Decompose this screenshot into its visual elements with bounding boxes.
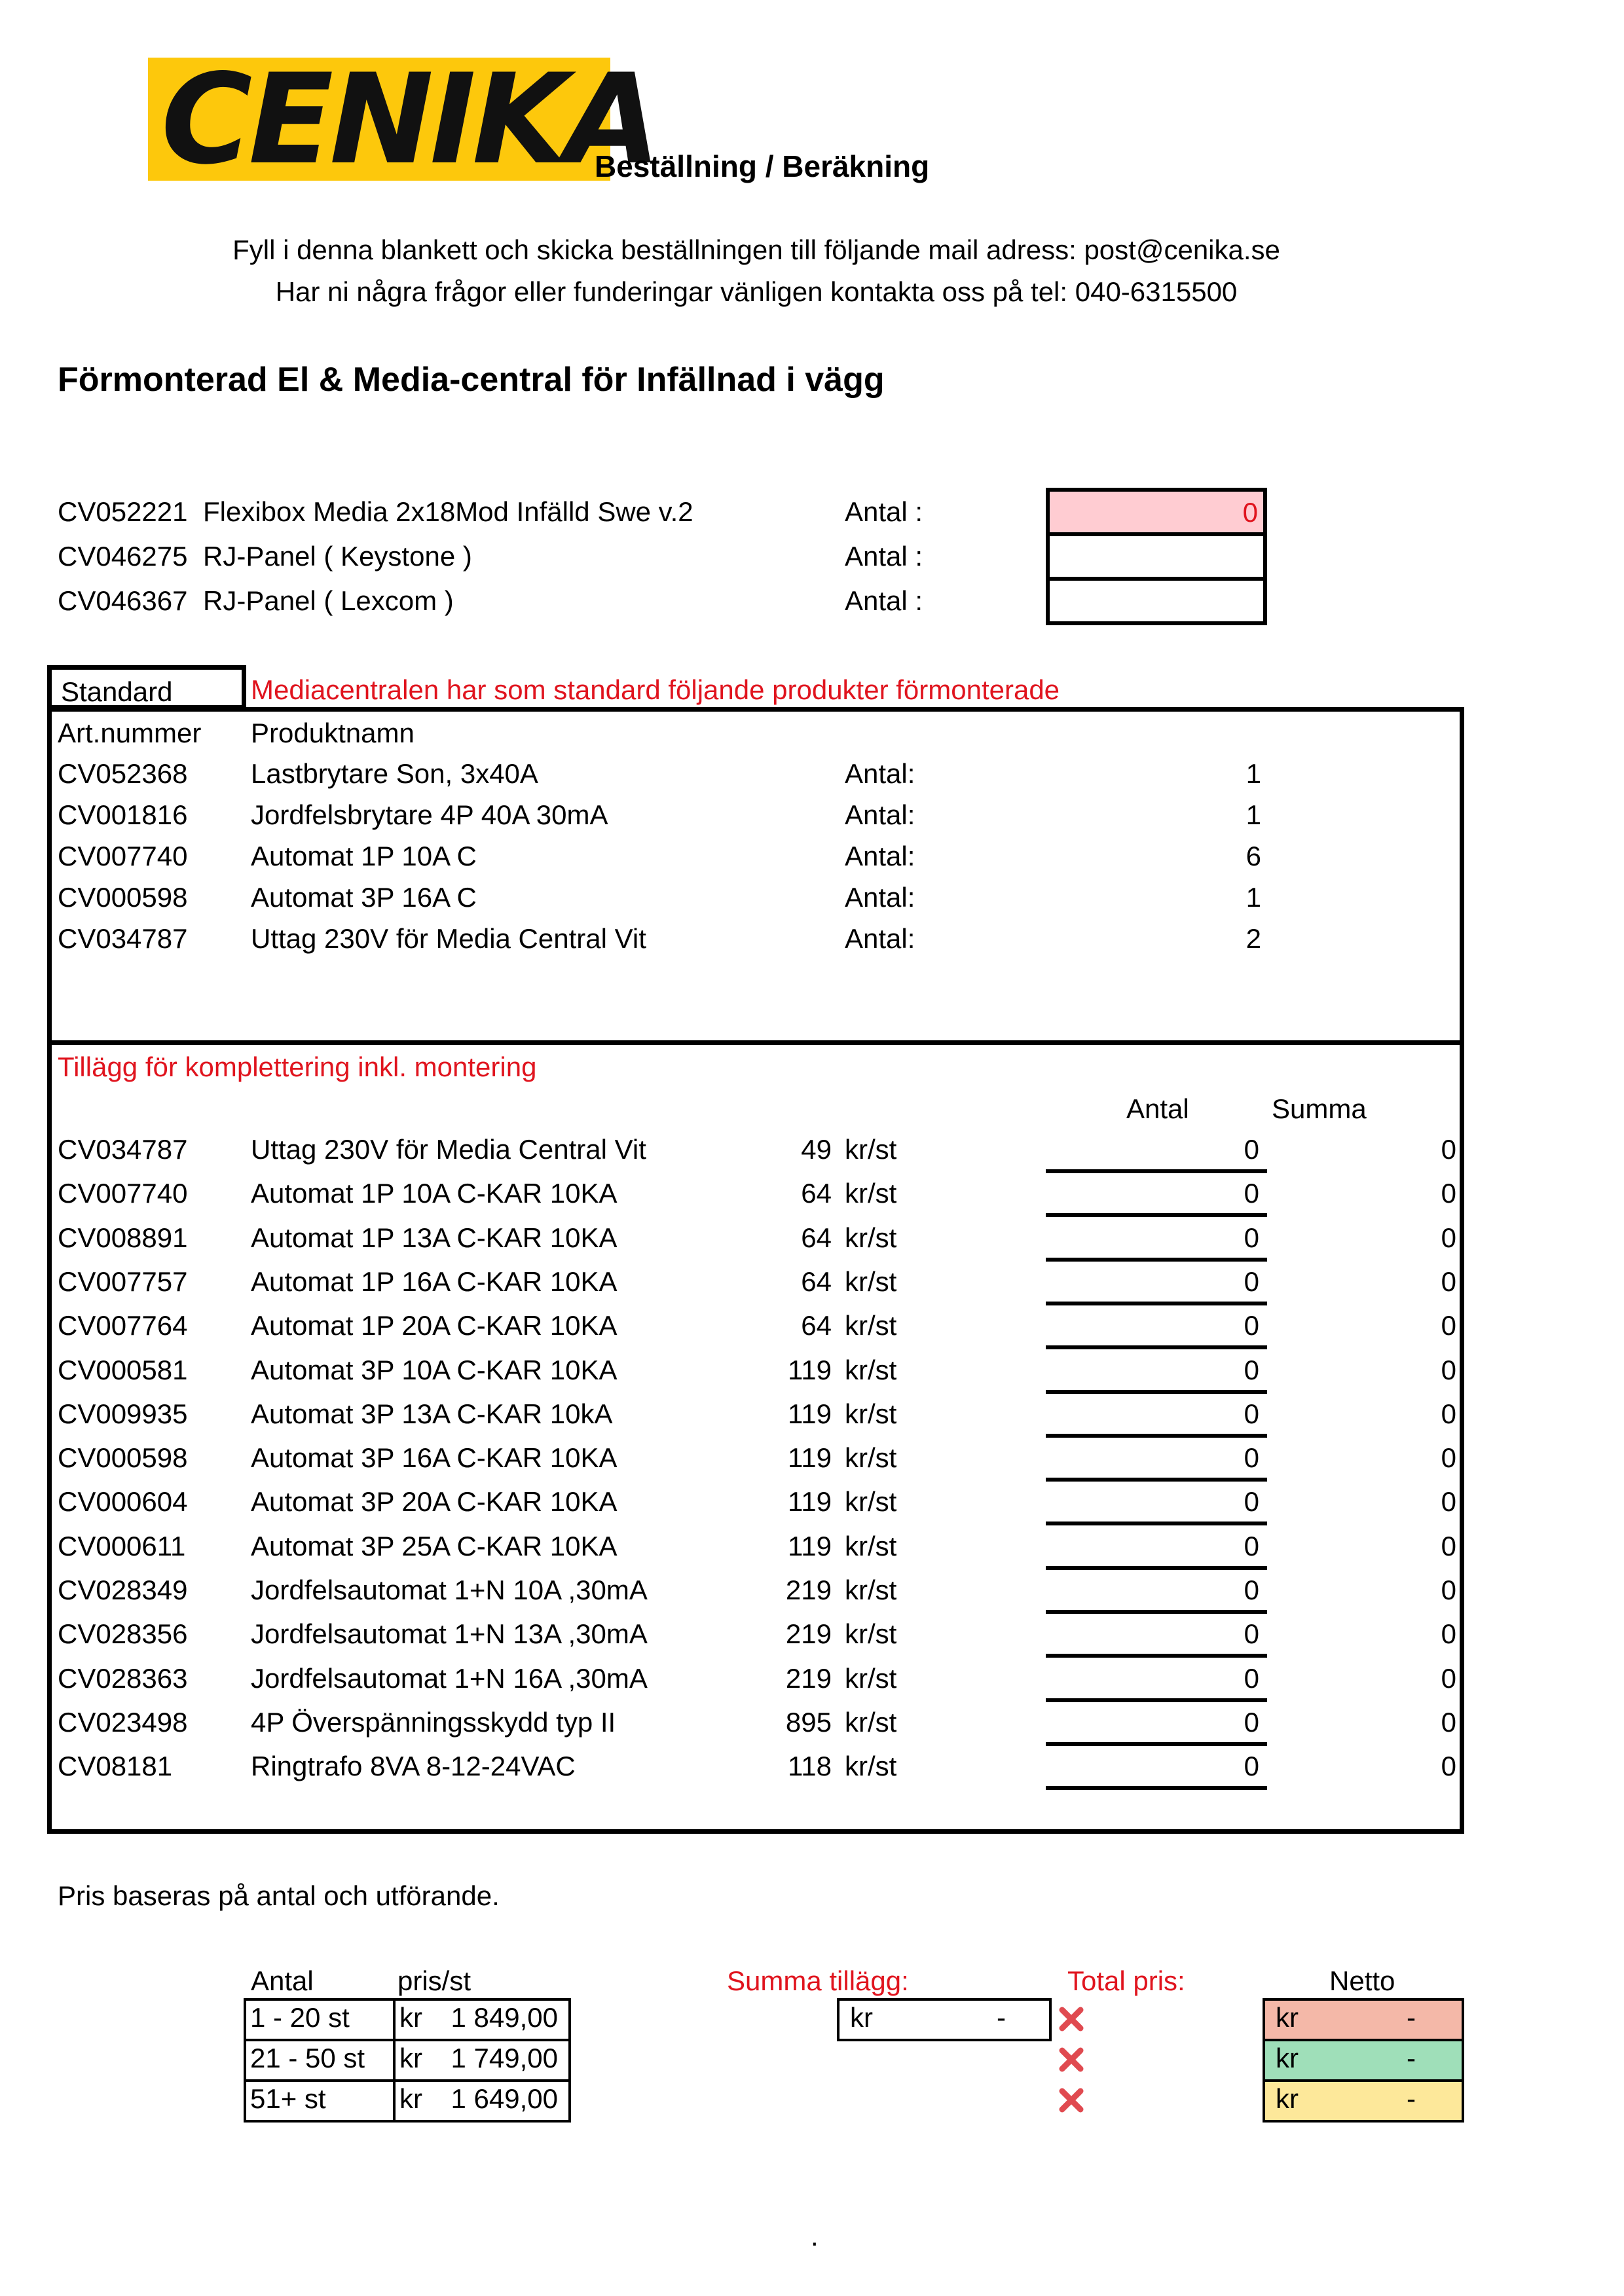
standard-row-name: Jordfelsbrytare 4P 40A 30mA	[251, 799, 608, 830]
addon-row-summa: 0	[1441, 1575, 1456, 1605]
tier-range: 21 - 50 st	[244, 2039, 396, 2082]
addon-qty-underline	[1046, 1522, 1267, 1525]
addon-qty-underline	[1046, 1345, 1267, 1349]
standard-row-qty: 2	[1246, 923, 1261, 954]
addon-qty-field[interactable]	[1046, 1176, 1267, 1214]
addon-row-unit: kr/st	[845, 1310, 897, 1341]
standard-row-qty: 1	[1246, 799, 1261, 830]
addon-qty-value: 0	[1244, 1178, 1259, 1209]
standard-row-antal-label: Antal:	[845, 758, 915, 789]
addon-row-price: 64	[801, 1266, 832, 1297]
addon-row-price: 64	[801, 1178, 832, 1209]
summa-tillagg-label: Summa tillägg:	[727, 1965, 909, 1996]
addon-qty-underline	[1046, 1434, 1267, 1438]
addon-row-name: Jordfelsautomat 1+N 13A ,30mA	[251, 1618, 648, 1649]
main-product-art: CV046275	[58, 541, 188, 572]
addon-row-price: 119	[788, 1398, 832, 1429]
addon-row-art: CV000611	[58, 1531, 186, 1561]
addon-row-art: CV007764	[58, 1310, 188, 1341]
addon-row-name: Automat 1P 16A C-KAR 10KA	[251, 1266, 618, 1297]
addon-row-summa: 0	[1441, 1222, 1456, 1253]
addon-qty-field[interactable]	[1046, 1617, 1267, 1655]
tier-price: 1 649,00	[451, 2083, 558, 2114]
x-icon	[1057, 2086, 1086, 2115]
addon-row-summa: 0	[1441, 1442, 1456, 1473]
standard-row-name: Automat 3P 16A C	[251, 882, 477, 913]
addon-qty-underline	[1046, 1478, 1267, 1482]
addon-row-price: 895	[785, 1707, 832, 1738]
addon-qty-underline	[1046, 1258, 1267, 1262]
addon-qty-underline	[1046, 1566, 1267, 1570]
addon-row-art: CV000604	[58, 1486, 188, 1517]
addon-row-name: 4P Överspänningsskydd typ II	[251, 1707, 616, 1738]
tier-price-cell	[393, 2039, 571, 2082]
addon-row-name: Automat 3P 25A C-KAR 10KA	[251, 1531, 618, 1561]
addon-qty-field[interactable]	[1046, 1353, 1267, 1391]
section-title: Förmonterad El & Media-central för Infällnad i vägg	[58, 361, 885, 399]
addon-qty-field[interactable]	[1046, 1265, 1267, 1303]
main-product-name: RJ-Panel ( Lexcom )	[203, 585, 454, 616]
addon-row-unit: kr/st	[845, 1751, 897, 1781]
addon-qty-value: 0	[1244, 1134, 1259, 1165]
addon-row-art: CV08181	[58, 1751, 173, 1781]
addon-row-unit: kr/st	[845, 1222, 897, 1253]
addon-row-art: CV000581	[58, 1355, 188, 1385]
addon-row-price: 219	[785, 1618, 832, 1649]
addon-row-name: Automat 1P 13A C-KAR 10KA	[251, 1222, 618, 1253]
addon-qty-field[interactable]	[1046, 1705, 1267, 1743]
addon-qty-underline	[1046, 1786, 1267, 1790]
addon-qty-value: 0	[1244, 1442, 1259, 1473]
addon-row-summa: 0	[1441, 1398, 1456, 1429]
main-product-qty-field[interactable]	[1046, 577, 1267, 625]
footer-mark: .	[811, 2221, 819, 2251]
tier-currency: kr	[399, 2083, 422, 2114]
standard-row-antal-label: Antal:	[845, 799, 915, 830]
addon-qty-field[interactable]	[1046, 1573, 1267, 1611]
addon-qty-underline	[1046, 1390, 1267, 1394]
addon-row-summa: 0	[1441, 1310, 1456, 1341]
addon-row-summa: 0	[1441, 1618, 1456, 1649]
addon-qty-underline	[1046, 1742, 1267, 1746]
standard-row-antal-label: Antal:	[845, 923, 915, 954]
addon-qty-field[interactable]	[1046, 1133, 1267, 1171]
addon-row-unit: kr/st	[845, 1266, 897, 1297]
addon-row-price: 119	[788, 1486, 832, 1517]
netto-value: -	[1407, 2002, 1416, 2033]
addon-qty-field[interactable]	[1046, 1749, 1267, 1787]
addon-row-unit: kr/st	[845, 1707, 897, 1738]
main-product-art: CV052221	[58, 496, 188, 527]
addon-row-unit: kr/st	[845, 1355, 897, 1385]
addon-row-art: CV034787	[58, 1134, 188, 1165]
addon-row-summa: 0	[1441, 1355, 1456, 1385]
addon-row-name: Automat 1P 20A C-KAR 10KA	[251, 1310, 618, 1341]
addon-row-art: CV008891	[58, 1222, 188, 1253]
tier-col-antal: Antal	[251, 1965, 314, 1996]
standard-row-art: CV001816	[58, 799, 188, 830]
addon-qty-value: 0	[1244, 1222, 1259, 1253]
instruction-email-line: Fyll i denna blankett och skicka beställningen till följande mail adress: post@cenika.se	[232, 234, 1280, 265]
addon-row-unit: kr/st	[845, 1442, 897, 1473]
netto-label: Netto	[1329, 1965, 1395, 1996]
main-product-name: RJ-Panel ( Keystone )	[203, 541, 472, 572]
instruction-phone-line: Har ni några frågor eller funderingar vänligen kontakta oss på tel: 040-6315500	[275, 276, 1238, 307]
addon-row-name: Jordfelsautomat 1+N 10A ,30mA	[251, 1575, 648, 1605]
addon-qty-field[interactable]	[1046, 1309, 1267, 1347]
netto-cell-tier-2	[1263, 2039, 1464, 2082]
netto-currency: kr	[1276, 2002, 1299, 2033]
addon-row-summa: 0	[1441, 1266, 1456, 1297]
addon-row-price: 64	[801, 1310, 832, 1341]
addons-title: Tillägg för komplettering inkl. montering	[58, 1051, 537, 1082]
standard-row-art: CV007740	[58, 841, 188, 871]
addon-row-art: CV023498	[58, 1707, 188, 1738]
addon-row-summa: 0	[1441, 1531, 1456, 1561]
addon-qty-field[interactable]	[1046, 1441, 1267, 1479]
tier-price-cell	[393, 2079, 571, 2123]
addon-qty-value: 0	[1244, 1531, 1259, 1561]
addon-row-price: 119	[788, 1531, 832, 1561]
addon-qty-underline	[1046, 1213, 1267, 1217]
addon-row-art: CV007757	[58, 1266, 188, 1297]
addon-qty-value: 0	[1244, 1663, 1259, 1694]
main-product-qty-value: 0	[1242, 497, 1258, 528]
standard-row-art: CV034787	[58, 923, 188, 954]
addon-qty-value: 0	[1244, 1398, 1259, 1429]
addon-row-name: Uttag 230V för Media Central Vit	[251, 1134, 646, 1165]
addon-row-summa: 0	[1441, 1178, 1456, 1209]
netto-currency: kr	[1276, 2083, 1299, 2114]
standard-tag	[47, 665, 246, 710]
tier-currency: kr	[399, 2043, 422, 2073]
addons-col-antal: Antal	[1126, 1093, 1189, 1124]
pricing-note: Pris baseras på antal och utförande.	[58, 1880, 500, 1911]
standard-row-antal-label: Antal:	[845, 841, 915, 871]
addon-qty-value: 0	[1244, 1751, 1259, 1781]
standard-label: Standard	[61, 676, 173, 707]
addon-row-art: CV028349	[58, 1575, 188, 1605]
col-art-header: Art.nummer	[58, 718, 202, 748]
tier-price: 1 749,00	[451, 2043, 558, 2073]
netto-cell-tier-1	[1263, 1998, 1464, 2041]
standard-row-qty: 1	[1246, 758, 1261, 789]
addons-col-summa: Summa	[1272, 1093, 1367, 1124]
addon-qty-field[interactable]	[1046, 1397, 1267, 1435]
addon-row-unit: kr/st	[845, 1575, 897, 1605]
addon-row-name: Ringtrafo 8VA 8-12-24VAC	[251, 1751, 576, 1781]
addon-row-unit: kr/st	[845, 1486, 897, 1517]
addon-row-price: 119	[788, 1442, 832, 1473]
col-name-header: Produktnamn	[251, 718, 415, 748]
addon-row-summa: 0	[1441, 1707, 1456, 1738]
addon-qty-value: 0	[1244, 1618, 1259, 1649]
main-product-name: Flexibox Media 2x18Mod Infälld Swe v.2	[203, 496, 693, 527]
main-product-antal-label: Antal :	[845, 585, 923, 616]
addon-row-name: Automat 3P 16A C-KAR 10KA	[251, 1442, 618, 1473]
standard-note: Mediacentralen har som standard följande produkter förmonterade	[251, 674, 1060, 705]
tier-currency: kr	[399, 2002, 422, 2033]
addon-qty-field[interactable]	[1046, 1485, 1267, 1523]
addon-row-unit: kr/st	[845, 1531, 897, 1561]
netto-value: -	[1407, 2043, 1416, 2073]
addon-row-unit: kr/st	[845, 1134, 897, 1165]
addon-qty-value: 0	[1244, 1486, 1259, 1517]
addon-row-price: 49	[801, 1134, 832, 1165]
addon-row-unit: kr/st	[845, 1663, 897, 1694]
tier-price-cell	[393, 1998, 571, 2041]
addon-qty-field[interactable]	[1046, 1221, 1267, 1259]
main-product-antal-label: Antal :	[845, 496, 923, 527]
tier-col-pris: pris/st	[397, 1965, 471, 1996]
page-title: Beställning / Beräkning	[595, 149, 930, 183]
summa-value: -	[997, 2002, 1006, 2033]
addon-row-name: Automat 3P 10A C-KAR 10KA	[251, 1355, 618, 1385]
standard-row-qty: 6	[1246, 841, 1261, 871]
standard-row-name: Lastbrytare Son, 3x40A	[251, 758, 538, 789]
summa-tillagg-field	[837, 1998, 1052, 2041]
netto-currency: kr	[1276, 2043, 1299, 2073]
addon-row-art: CV007740	[58, 1178, 188, 1209]
addon-row-name: Jordfelsautomat 1+N 16A ,30mA	[251, 1663, 648, 1694]
main-product-art: CV046367	[58, 585, 188, 616]
addon-row-summa: 0	[1441, 1663, 1456, 1694]
tier-price: 1 849,00	[451, 2002, 558, 2033]
addon-row-summa: 0	[1441, 1486, 1456, 1517]
addon-qty-value: 0	[1244, 1355, 1259, 1385]
addon-row-name: Automat 3P 13A C-KAR 10kA	[251, 1398, 613, 1429]
addon-row-name: Automat 1P 10A C-KAR 10KA	[251, 1178, 618, 1209]
addon-qty-field[interactable]	[1046, 1662, 1267, 1700]
netto-value: -	[1407, 2083, 1416, 2114]
addon-qty-value: 0	[1244, 1266, 1259, 1297]
addon-row-price: 219	[785, 1575, 832, 1605]
tier-range: 51+ st	[244, 2079, 396, 2123]
addon-row-price: 119	[788, 1355, 832, 1385]
addon-row-name: Automat 3P 20A C-KAR 10KA	[251, 1486, 618, 1517]
netto-cell-tier-3	[1263, 2079, 1464, 2123]
x-icon	[1057, 2045, 1086, 2074]
addon-row-unit: kr/st	[845, 1398, 897, 1429]
standard-row-name: Automat 1P 10A C	[251, 841, 477, 871]
tier-range: 1 - 20 st	[244, 1998, 396, 2041]
cenika-logo	[148, 47, 657, 192]
standard-row-name: Uttag 230V för Media Central Vit	[251, 923, 646, 954]
addon-qty-value: 0	[1244, 1310, 1259, 1341]
addon-row-art: CV000598	[58, 1442, 188, 1473]
addon-qty-value: 0	[1244, 1707, 1259, 1738]
main-product-qty-field[interactable]	[1046, 532, 1267, 581]
addon-row-price: 219	[785, 1663, 832, 1694]
addon-qty-underline	[1046, 1654, 1267, 1658]
logo-wordmark: CENIKA	[161, 47, 657, 192]
summa-currency: kr	[850, 2002, 873, 2033]
standard-row-art: CV000598	[58, 882, 188, 913]
main-product-qty-field[interactable]	[1046, 488, 1267, 536]
addon-qty-underline	[1046, 1610, 1267, 1614]
addon-qty-field[interactable]	[1046, 1529, 1267, 1567]
addon-qty-underline	[1046, 1302, 1267, 1305]
addon-row-art: CV028356	[58, 1618, 188, 1649]
addon-qty-value: 0	[1244, 1575, 1259, 1605]
main-product-antal-label: Antal :	[845, 541, 923, 572]
addon-row-unit: kr/st	[845, 1618, 897, 1649]
x-icon	[1057, 2005, 1086, 2033]
addon-row-price: 64	[801, 1222, 832, 1253]
addon-row-art: CV009935	[58, 1398, 188, 1429]
total-pris-label: Total pris:	[1067, 1965, 1185, 1996]
standard-row-art: CV052368	[58, 758, 188, 789]
addon-row-summa: 0	[1441, 1134, 1456, 1165]
addon-qty-underline	[1046, 1698, 1267, 1702]
addon-row-unit: kr/st	[845, 1178, 897, 1209]
standard-row-antal-label: Antal:	[845, 882, 915, 913]
addon-row-price: 118	[788, 1751, 832, 1781]
standard-row-qty: 1	[1246, 882, 1261, 913]
addon-qty-underline	[1046, 1169, 1267, 1173]
addon-row-summa: 0	[1441, 1751, 1456, 1781]
addon-row-art: CV028363	[58, 1663, 188, 1694]
